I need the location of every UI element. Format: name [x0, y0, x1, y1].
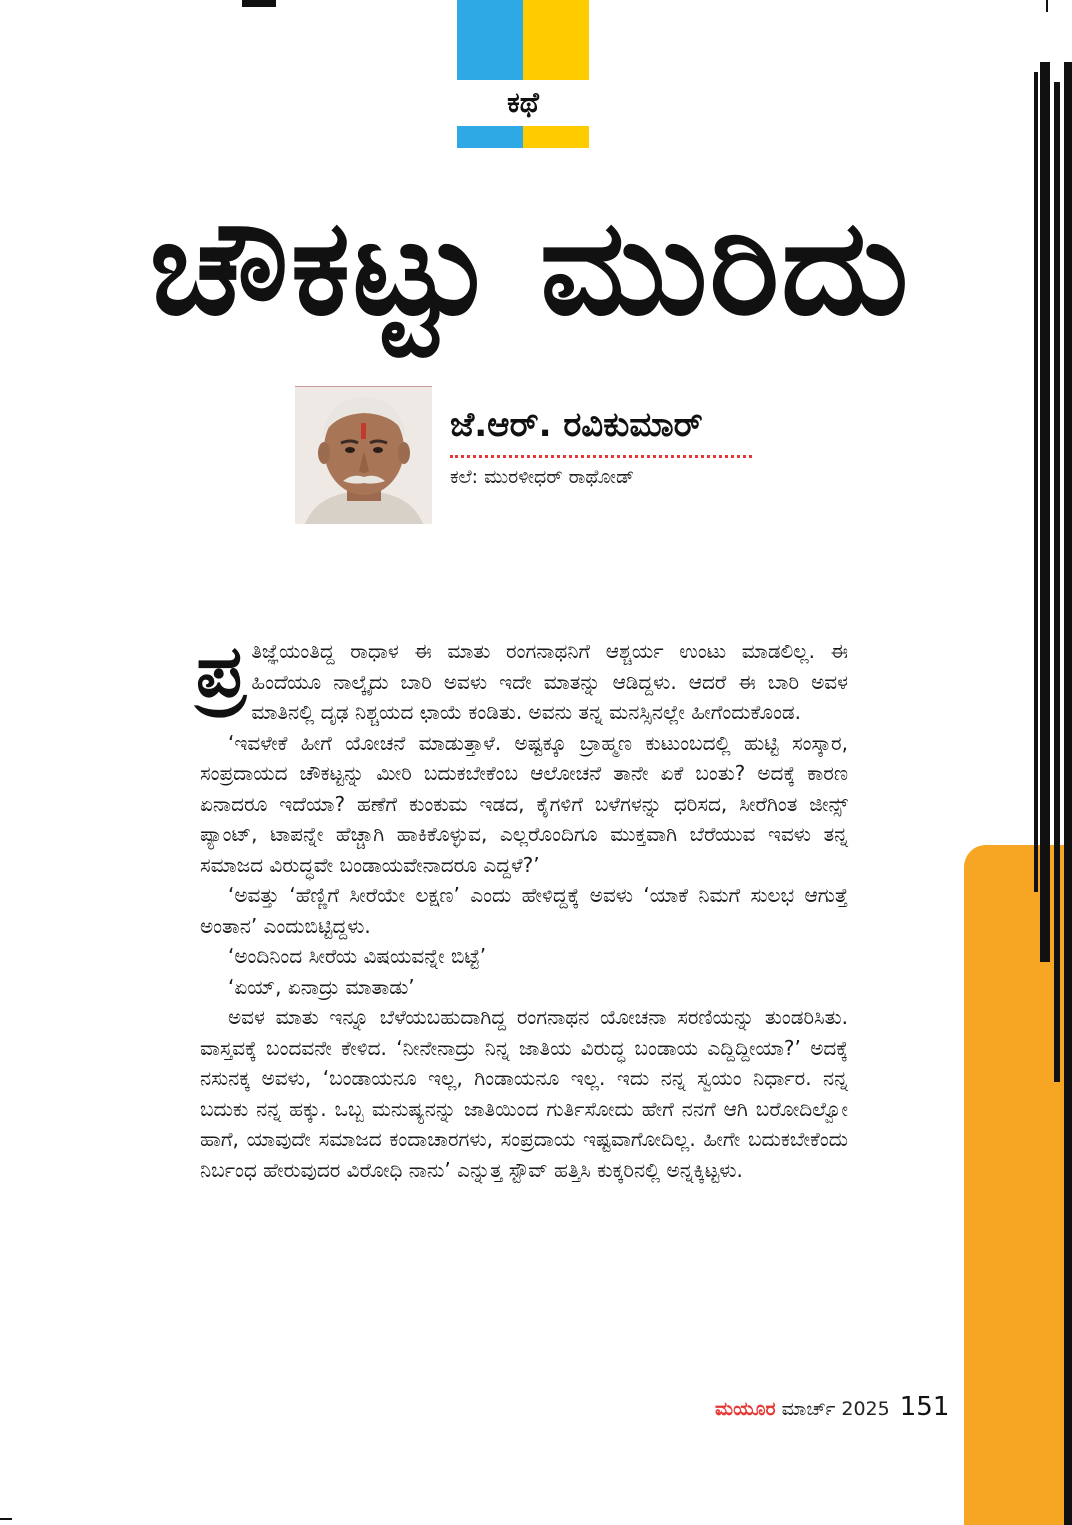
- side-stripes-decoration: [1034, 62, 1072, 1525]
- paragraph-1: [196, 629, 848, 728]
- illustration-credit: ಕಲೆ: ಮುರಳೀಧರ್ ರಾಥೋಡ್: [450, 466, 635, 488]
- paragraph-4: ‘ಅಂದಿನಿಂದ ಸೀರೆಯ ವಿಷಯವನ್ನೇ ಬಿಟ್ಟೆ’: [228, 944, 487, 968]
- badge-blue-block: [457, 0, 523, 80]
- section-label: ಕಥೆ: [507, 86, 539, 119]
- story-title: ಚೌಕಟ್ಟು ಮುರಿದು: [149, 191, 911, 345]
- crop-mark-bottom-left: [0, 1518, 12, 1520]
- badge-yellow-block: [523, 0, 589, 80]
- page-footer: [715, 1392, 949, 1428]
- paragraph-1-text: ತಿಜ್ಞೆಯಂತಿದ್ದ ರಾಧಾಳ ಈ ಮಾತು ರಂಗನಾಥನಿಗೆ ಆಶ್ಚರ್ಯ ಉಂಟು ಮಾಡಲಿಲ್ಲ. ಈ ಹಿಂದೆಯೂ ನಾಲ್ಕೈದು ಬಾರಿ ಅವಳು ಇದೇ ಮಾತನ್ನು ಆಡಿದ್ದಳು. ಆದರೆ ಈ ಬಾರಿ ಅವಳ ಮಾತಿನಲ್ಲಿ ದೃಢ ನಿಶ್ಚಯದ ಛಾಯೆ ಕಂಡಿತು. ಅವನು ತನ್ನ ಮನಸ್ಸಿನಲ್ಲೇ ಹೀಗೆಂದುಕೊಂಡ.: [251, 639, 848, 724]
- dropcap: ಪ್ರ: [196, 629, 246, 713]
- story-body: [196, 629, 848, 1185]
- magazine-brand: ಮಯೂರ: [715, 1398, 776, 1420]
- section-badge: [457, 0, 589, 148]
- crop-mark-top-right: [1046, 0, 1048, 12]
- top-edge-mark: [242, 0, 276, 7]
- paragraph-2: ‘ಇವಳೇಕೆ ಹೀಗೆ ಯೋಚನೆ ಮಾಡುತ್ತಾಳೆ. ಅಷ್ಟಕ್ಕೂ ಬ್ರಾಹ್ಮಣ ಕುಟುಂಬದಲ್ಲಿ ಹುಟ್ಟಿ ಸಂಸ್ಕಾರ, ಸಂಪ್ರದಾಯದ ಚೌಕಟ್ಟನ್ನು ಮೀರಿ ಬದುಕಬೇಕೆಂಬ ಆಲೋಚನೆ ತಾನೇ ಏಕೆ ಬಂತು? ಅದಕ್ಕೆ ಕಾರಣ ಏನಾದರೂ ಇದೆಯಾ? ಹಣೆಗೆ ಕುಂಕುಮ ಇಡದ, ಕೈಗಳಿಗೆ ಬಳೆಗಳನ್ನು ಧರಿಸದ, ಸೀರೆಗಿಂತ ಜೀನ್ಸ್ ಪ್ಯಾಂಟ್, ಟಾಪನ್ನೇ ಹೆಚ್ಚಾಗಿ ಹಾಕಿಕೊಳ್ಳುವ, ಎಲ್ಲರೊಂದಿಗೂ ಮುಕ್ತವಾಗಿ ಬೆರೆಯುವ ಇವಳು ತನ್ನ ಸಮಾಜದ ವಿರುದ್ಧವೇ ಬಂಡಾಯವೇನಾದರೂ ಎದ್ದಳೆ?’: [200, 730, 848, 877]
- issue-date: ಮಾರ್ಚ್ 2025: [781, 1398, 890, 1420]
- author-photo: [295, 386, 432, 524]
- paragraph-6: ಅವಳ ಮಾತು ಇನ್ನೂ ಬೆಳೆಯಬಹುದಾಗಿದ್ದ ರಂಗನಾಥನ ಯೋಚನಾ ಸರಣಿಯನ್ನು ತುಂಡರಿಸಿತು. ವಾಸ್ತವಕ್ಕೆ ಬಂದವನೇ ಕೇಳಿದ. ‘ನೀನೇನಾದ್ರು ನಿನ್ನ ಜಾತಿಯ ವಿರುದ್ಧ ಬಂಡಾಯ ಎದ್ದಿದ್ದೀಯಾ?’ ಅದಕ್ಕೆ ನಸುನಕ್ಕ ಅವಳು, ‘ಬಂಡಾಯನೂ ಇಲ್ಲ, ಗಿಂಡಾಯನೂ ಇಲ್ಲ. ಇದು ನನ್ನ ಸ್ವಯಂ ನಿರ್ಧಾರ. ನನ್ನ ಬದುಕು ನನ್ನ ಹಕ್ಕು. ಒಬ್ಬ ಮನುಷ್ಯನನ್ನು ಜಾತಿಯಿಂದ ಗುರ್ತಿಸೋದು ಹೇಗೆ ನನಗೆ ಆಗಿ ಬರೋದಿಲ್ವೋ ಹಾಗೆ, ಯಾವುದೇ ಸಮಾಜದ ಕಂದಾಚಾರಗಳು, ಸಂಪ್ರದಾಯ ಇಷ್ಟವಾಗೋದಿಲ್ಲ. ಹೀಗೇ ಬದುಕಬೇಕೆಂದು ನಿರ್ಬಂಧ ಹೇರುವುದರ ವಿರೋಧಿ ನಾನು’ ಎನ್ನುತ್ತ ಸ್ಟೌವ್ ಹತ್ತಿಸಿ ಕುಕ್ಕರಿನಲ್ಲಿ ಅನ್ನಕ್ಕಿಟ್ಟಳು.: [200, 1005, 848, 1182]
- paragraph-5: ‘ಏಯ್, ಏನಾದ್ರು ಮಾತಾಡು’: [228, 974, 415, 999]
- author-name: ಜೆ.ಆರ್. ರವಿಕುಮಾರ್: [450, 405, 703, 445]
- badge-yellow-bar: [523, 126, 589, 148]
- author-divider: [450, 455, 752, 458]
- badge-blue-bar: [457, 126, 523, 148]
- paragraph-3: ‘ಅವತ್ತು ‘ಹೆಣ್ಣಿಗೆ ಸೀರೆಯೇ ಲಕ್ಷಣ’ ಎಂದು ಹೇಳಿದ್ದಕ್ಕೆ ಅವಳು ‘ಯಾಕೆ ನಿಮಗೆ ಸುಲಭ ಆಗುತ್ತೆ ಅಂತಾನ’ ಎಂದುಬಿಟ್ಟಿದ್ದಳು.: [200, 883, 848, 938]
- author-portrait-icon: [295, 387, 432, 524]
- page-number: 151: [899, 1392, 950, 1422]
